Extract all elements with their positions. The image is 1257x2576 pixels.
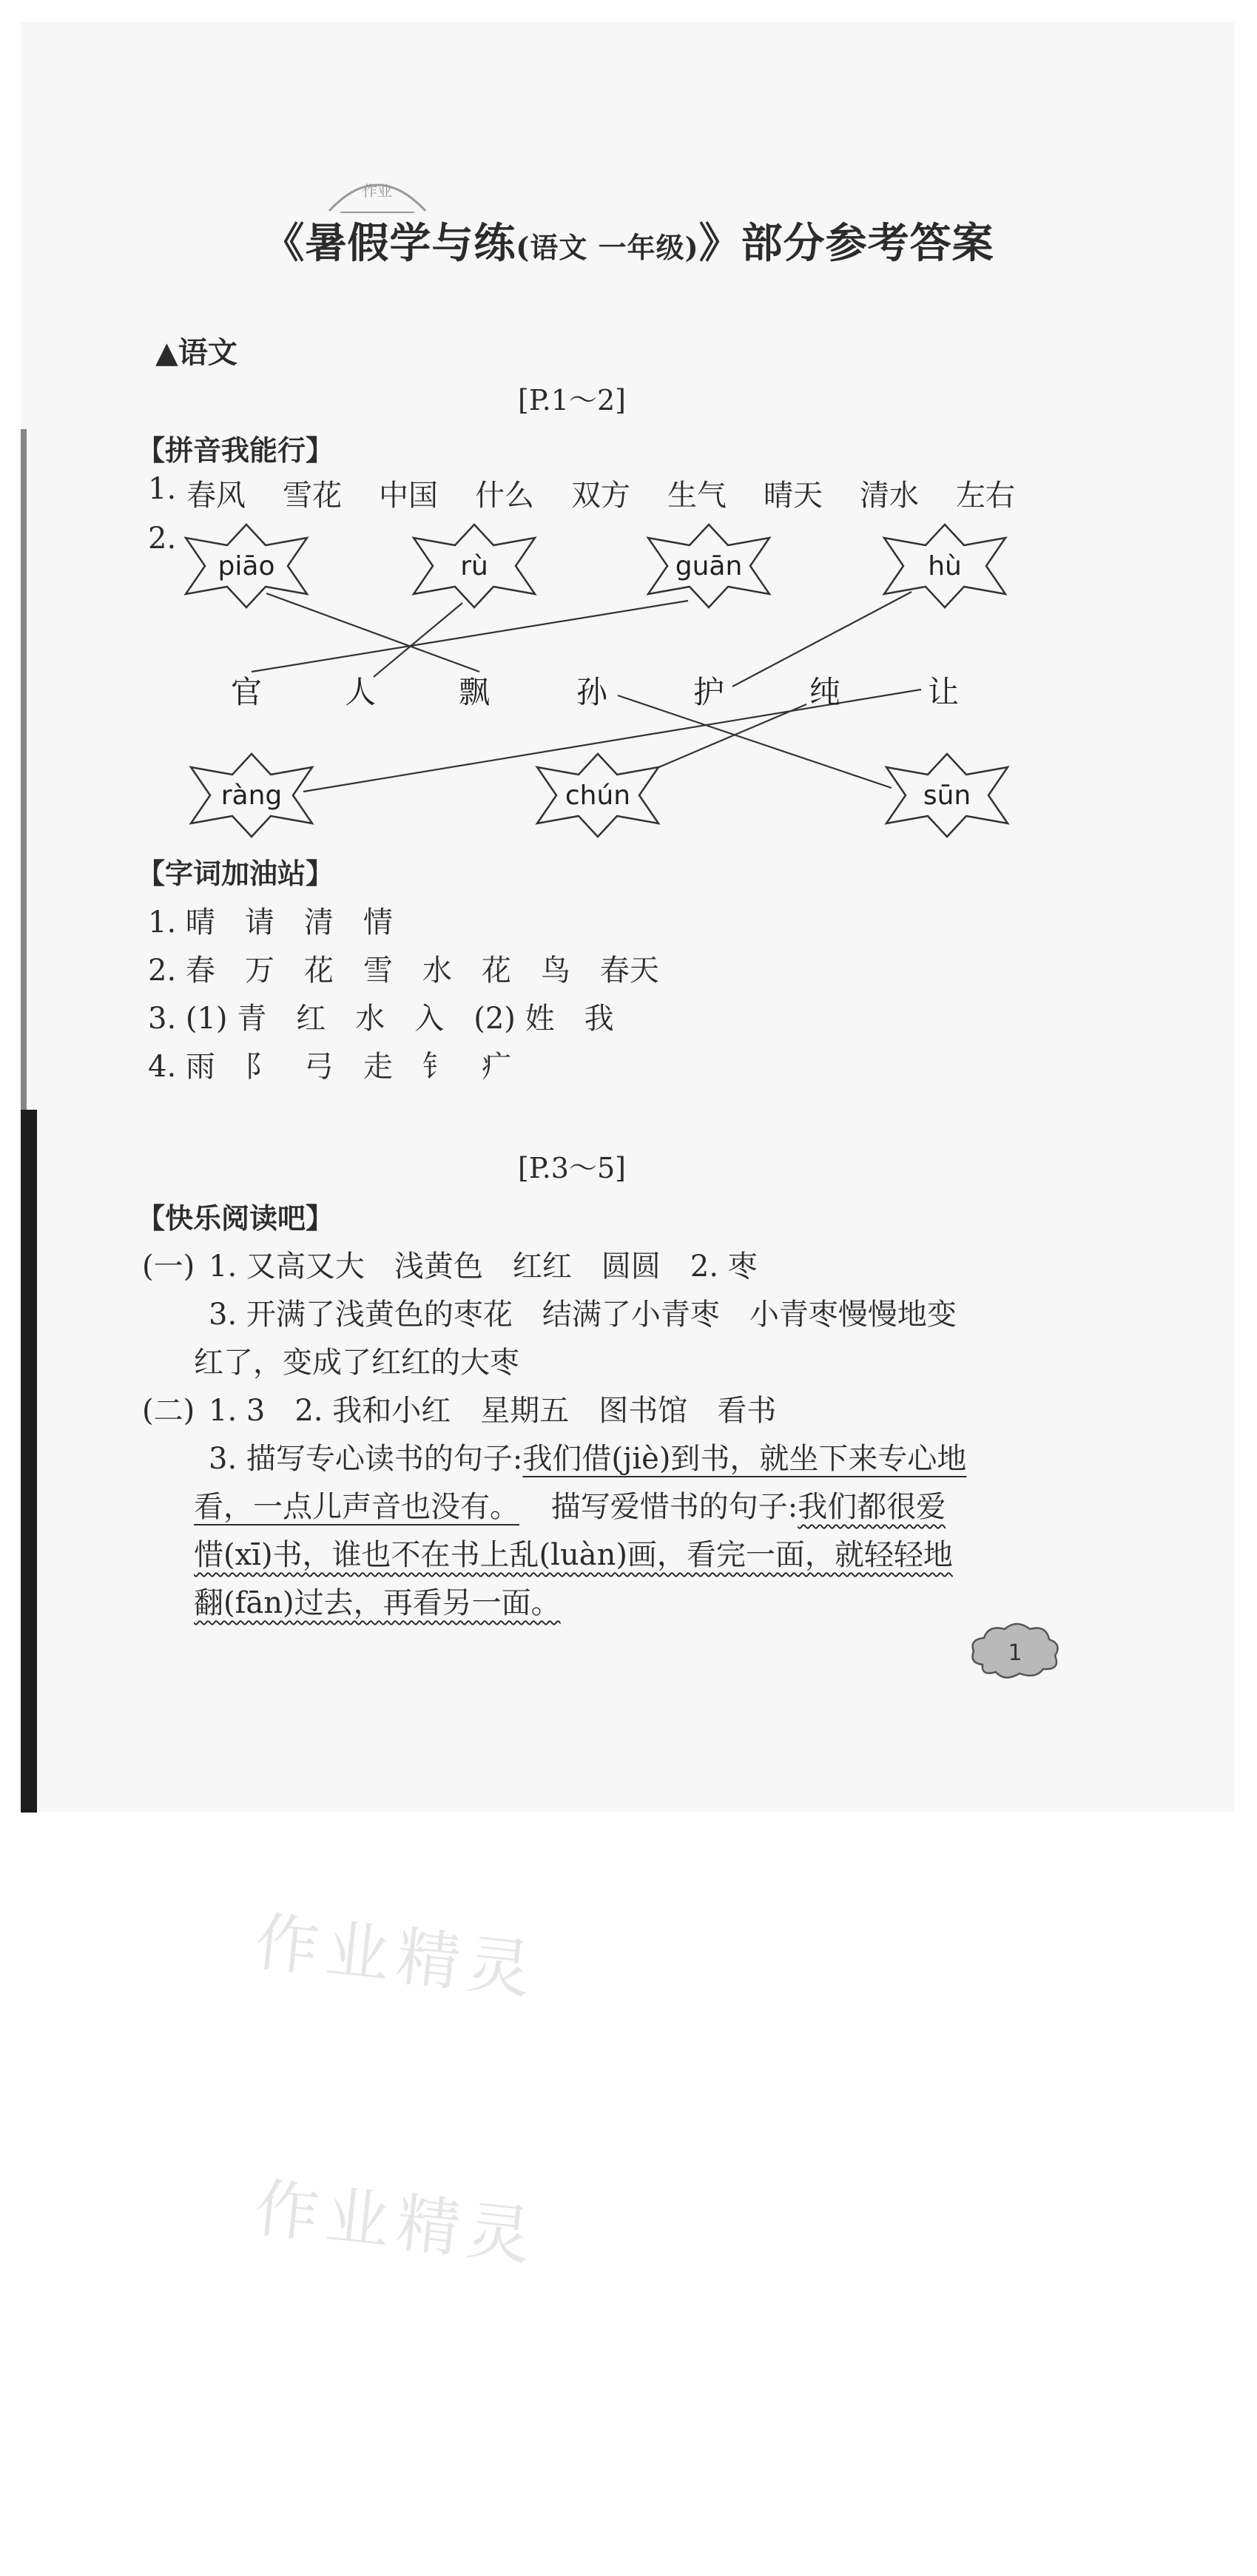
pinyin-label: chún <box>565 780 631 811</box>
star-top-guan <box>648 525 769 607</box>
watermark-2: 作业精灵 <box>251 2171 542 2275</box>
cherish-book-sentence-a: 我们都很爱 <box>798 1490 946 1524</box>
q1-word: 清水 <box>860 479 919 513</box>
star-top-hu <box>884 525 1005 607</box>
binding-edge <box>21 1110 37 1813</box>
cherish-book-sentence-b: 惜(xī)书，谁也不在书上乱(luàn)画，看完一面，就轻轻地 <box>194 1538 953 1572</box>
match-line-piao-piao <box>266 593 479 672</box>
cherish-book-sentence-c: 翻(fān)过去，再看另一面。 <box>194 1586 561 1620</box>
char-hu: 护 <box>692 674 725 710</box>
q3-prefix: 3. 描写专心读书的句子: <box>209 1442 523 1476</box>
part-two-q3-line1 <box>209 1435 966 1477</box>
match-line-hu-hu <box>732 592 911 687</box>
page-number: 1 <box>1008 1640 1022 1666</box>
pinyin-label: piāo <box>218 551 275 581</box>
pinyin-label: ràng <box>220 780 283 811</box>
focused-reading-sentence-a: 我们借(jiè)到书，就坐下来专心地 <box>522 1442 967 1476</box>
page-title <box>0 211 1257 270</box>
char-rang: 让 <box>927 674 960 710</box>
part-two-q3-line2 <box>194 1483 946 1525</box>
page-ref-1: [P.1～2] <box>518 384 626 417</box>
part-two-label: (二) <box>142 1394 195 1428</box>
char-guan: 官 <box>230 674 263 710</box>
title-main-after: 》部分参考答案 <box>698 219 994 268</box>
star-top-ru <box>414 525 535 607</box>
word-line-3: 3. (1) 青 红 水 入 (2) 姓 我 <box>148 1002 614 1036</box>
focused-reading-sentence-b: 看，一点儿声音也没有。 <box>194 1490 519 1524</box>
char-sun: 孙 <box>576 674 608 710</box>
word-line-4: 4. 雨 阝 弓 走 钅 疒 <box>148 1050 511 1084</box>
part-one-q1: 1. 又高又大 浅黄色 红红 圆圆 2. 枣 <box>209 1250 758 1284</box>
part-one-q3-line1: 3. 开满了浅黄色的枣花 结满了小青枣 小青枣慢慢地变 <box>209 1298 957 1332</box>
q3-mid: 描写爱惜书的句子: <box>550 1490 798 1524</box>
part-two-q3-line3 <box>194 1531 953 1574</box>
q1-word: 生气 <box>667 479 727 513</box>
stamp-text: 作业 <box>363 182 392 200</box>
char-ren: 人 <box>344 674 377 710</box>
q1-word: 春风 <box>186 479 246 513</box>
char-chun: 纯 <box>809 674 841 710</box>
q1-word: 左右 <box>956 479 1015 513</box>
section-words: 【字词加油站】 <box>137 857 334 890</box>
title-main-before: 《暑假学与练 <box>263 219 516 268</box>
q1-word: 雪花 <box>283 479 342 513</box>
star-bottom-rang <box>191 754 312 837</box>
word-line-1: 1. 晴 请 清 情 <box>148 906 393 940</box>
section-pinyin: 【拼音我能行】 <box>137 434 334 467</box>
star-bottom-chun <box>537 754 658 837</box>
pinyin-label: hù <box>928 551 962 581</box>
word-line-2: 2. 春 万 花 雪 水 花 鸟 春天 <box>148 954 659 988</box>
pinyin-label: sūn <box>923 780 971 811</box>
q1-word: 中国 <box>379 479 438 513</box>
q1-label: 1. <box>148 472 177 506</box>
page-number-cloud <box>968 1619 1064 1685</box>
section-reading: 【快乐阅读吧】 <box>137 1202 334 1235</box>
q1-word: 晴天 <box>764 479 823 513</box>
q2-label: 2. <box>148 522 177 556</box>
subject-heading: ▲语文 <box>155 335 237 370</box>
title-paren: (语文 一年级) <box>516 231 699 264</box>
star-top-piao <box>186 525 307 607</box>
watermark-1: 作业精灵 <box>251 1905 542 2009</box>
match-line-sun-sun <box>618 695 892 788</box>
q1-word: 双方 <box>571 479 630 513</box>
part-one-label: (一) <box>142 1250 195 1284</box>
star-bottom-sun <box>886 754 1008 837</box>
page-ref-2: [P.3～5] <box>518 1152 626 1184</box>
pinyin-matching-diagram <box>0 510 1257 858</box>
char-piao: 飘 <box>458 674 491 710</box>
match-line-chun-chun <box>636 704 806 777</box>
pinyin-label: guān <box>675 551 743 581</box>
part-two-q3-line4 <box>194 1579 561 1622</box>
q1-word: 什么 <box>475 479 534 513</box>
part-two-q1: 1. 3 2. 我和小红 星期五 图书馆 看书 <box>209 1394 777 1428</box>
pinyin-label: rù <box>460 551 488 581</box>
q1-word-list <box>186 472 1015 514</box>
part-one-q3-line2: 红了，变成了红红的大枣 <box>194 1346 519 1380</box>
